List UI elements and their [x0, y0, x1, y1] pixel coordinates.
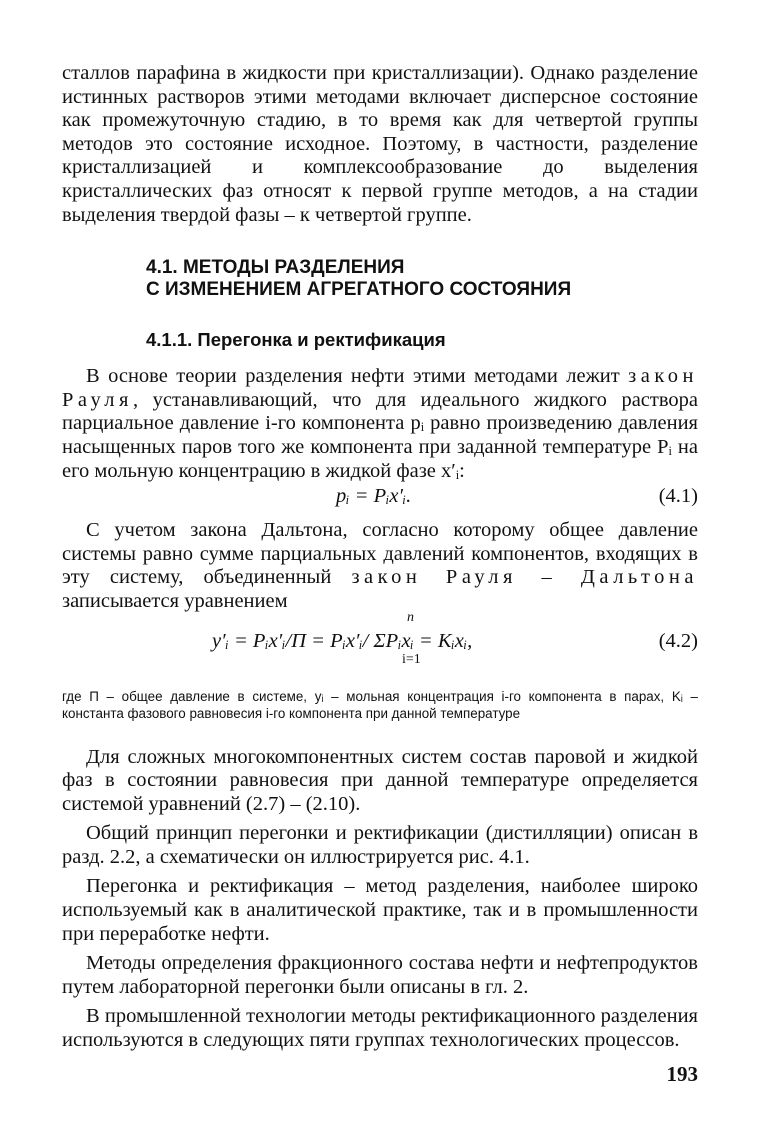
paragraph-fractional-composition: Методы определения фракционного состава нефти и нефтепродуктов путем лабораторной перегонки были описаны в гл. 2. [62, 952, 698, 998]
footnote: где Π – общее давление в системе, yᵢ – мольная концентрация i-го компонента в парах, Kᵢ – константа фазового равновесия i-го компонента при данной температуре [62, 688, 698, 721]
subsection-heading: 4.1.1. Перегонка и ректификация [146, 329, 446, 351]
paragraph-dalton [62, 519, 698, 613]
page-number: 193 [666, 1062, 698, 1086]
section-heading-line2: С ИЗМЕНЕНИЕМ АГРЕГАТНОГО СОСТОЯНИЯ [146, 279, 572, 301]
sum-upper-limit: n [407, 609, 414, 625]
raoult-text-before: В основе теории разделения нефти этими методами лежит [86, 365, 629, 388]
page-content [62, 62, 698, 1053]
equation-4-1 [62, 483, 698, 513]
section-heading-line1: 4.1. МЕТОДЫ РАЗДЕЛЕНИЯ [146, 257, 405, 279]
paragraph-distillation-method: Перегонка и ректификация – метод разделения, наиболее широко используемый как в аналитической практике, так и в промышленности при переработке нефти. [62, 875, 698, 945]
equation-4-1-expression: pᵢ = Pᵢx′ᵢ. [336, 485, 412, 508]
paragraph-industrial-technology: В промышленной технологии методы ректификационного разделения используются в следующих пяти группах технологических процессов. [62, 1005, 698, 1052]
equation-4-2-expression: y′ᵢ = Pᵢx′ᵢ/Π = Pᵢx′ᵢ/ ΣPᵢxᵢ = Kᵢxᵢ, [212, 629, 473, 652]
sum-lower-limit: i=1 [402, 651, 421, 667]
raoult-text-after: , устанавливающий, что для идеального жидкого раствора парциальное давление i-го компонента pᵢ равно произведению давления насыщенных паров того же компонента при заданной температуре Pᵢ на его мольную концентрацию в жидкой фазе x′ᵢ: [62, 388, 698, 482]
paragraph-general-principle: Общий принцип перегонки и ректификации (дистилляции) описан в разд. 2.2, а схематически он иллюстрируется рис. 4.1. [62, 822, 698, 868]
equation-4-2 [62, 609, 698, 678]
paragraph-multicomponent: Для сложных многокомпонентных систем состав паровой и жидкой фаз в состоянии равновесия при данной температуре определяется системой уравнений (2.7) – (2.10). [62, 745, 698, 815]
raoult-law-term: закон Рауля [62, 365, 698, 411]
equation-4-1-number: (4.1) [658, 485, 698, 508]
dalton-text-before: С учетом закона Дальтона, согласно которому общее давление системы равно сумме парциальных давлений компонентов, входящих в эту систему, объединенный [62, 519, 698, 589]
intro-paragraph: сталлов парафина в жидкости при кристаллизации). Однако разделение истинных растворов этими методами включает дисперсное состояние как промежуточную стадию, в то время как для четвертой группы методов это состояние исходное. Поэтому, в частности, разделение кристаллизацией и комплексообразование до выделения кристаллических фаз относят к первой группе методов, а на стадии выделения твердой фазы – к четвертой группе. [62, 62, 698, 226]
dalton-text-after: записывается уравнением [62, 589, 288, 612]
paragraph-raoult [62, 365, 698, 483]
equation-4-2-number: (4.2) [658, 629, 698, 652]
raoult-dalton-law-term: закон Рауля – Дальтона [351, 566, 699, 589]
